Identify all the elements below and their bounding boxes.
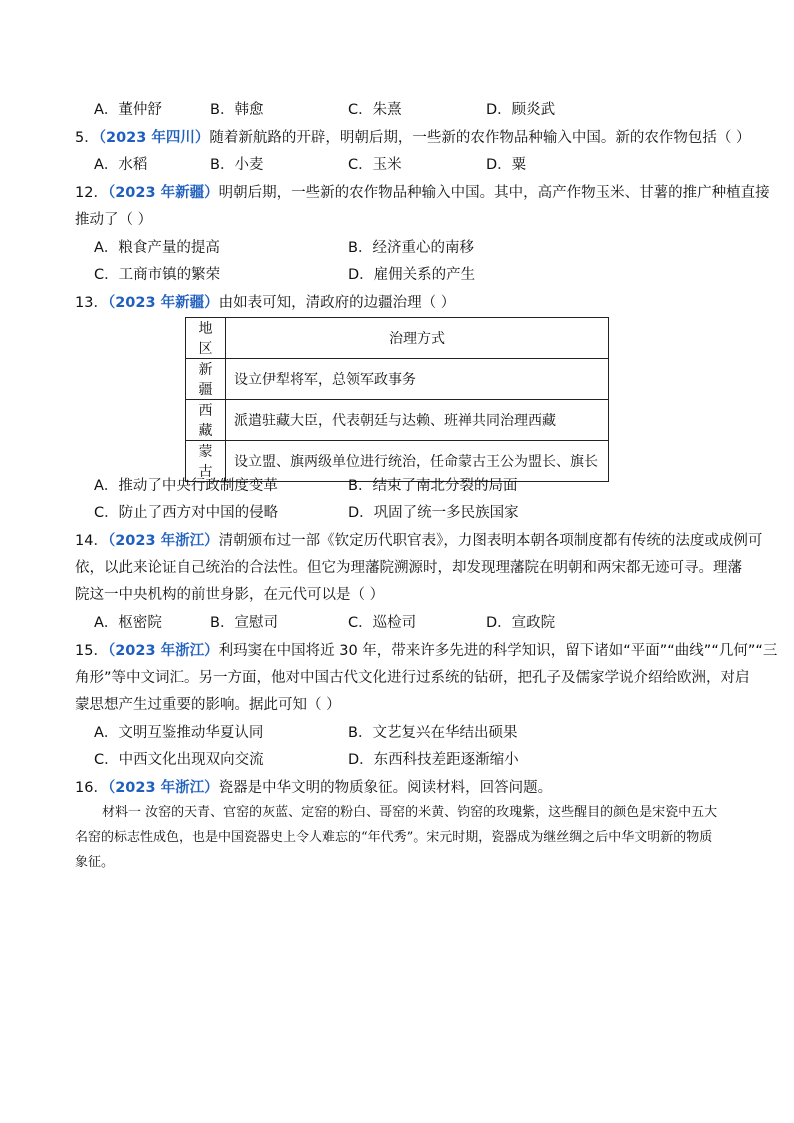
question-number: 16．: [75, 780, 108, 796]
question-number: 15．: [75, 643, 108, 659]
material-text: 材料一 汝窑的天青、官窑的灰蓝、定窑的粉白、哥窑的米黄、钧窑的玫瑰紫，这些醒目的颜色是宋瓷中五大名窑的标志性成色，也是中国瓷器史上令人难忘的“年代秀”。宋元时期，瓷器成为继丝绸之后中华文明新的物质象征。: [75, 805, 718, 870]
option-d: D．雇佣关系的产生: [348, 267, 476, 283]
option-b: B．宣慰司: [210, 615, 278, 631]
table-header: 地区: [186, 318, 226, 359]
question-13: [75, 293, 455, 313]
table-cell: 新疆: [186, 359, 226, 400]
question-number: 5．: [75, 130, 99, 146]
question-14: [75, 531, 762, 551]
governance-table: [185, 317, 609, 482]
question-source: （2023 年四川）: [98, 130, 210, 146]
question-source: （2023 年新疆）: [107, 185, 219, 201]
question-text-cont: 院这一中央机构的前世身影，在元代可以是（ ）: [75, 587, 385, 603]
question-text-cont: 角形”等中文词汇。另一方面，他对中国古代文化进行过系统的钻研，把孔子及儒家学说介绍给欧洲，对启: [75, 670, 750, 686]
question-number: 13．: [75, 295, 108, 311]
option-d: D．东西科技差距逐渐缩小: [348, 752, 519, 768]
table-row: [186, 400, 609, 441]
option-d: D．宣政院: [486, 615, 556, 631]
question-source: （2023 年浙江）: [107, 643, 219, 659]
option-b: B．经济重心的南移: [348, 240, 474, 256]
table-header: 治理方式: [226, 318, 609, 359]
question-text: 清朝颁布过一部《钦定历代职官表》，力图表明本朝各项制度都有传统的法度或成例可: [218, 533, 763, 549]
option-a: A．粮食产量的提高: [94, 240, 220, 256]
table-row: [186, 359, 609, 400]
question-text: 随着新航路的开辟，明朝后期，一些新的农作物品种输入中国。新的农作物包括（ ）: [209, 130, 751, 146]
question-source: （2023 年浙江）: [107, 780, 219, 796]
option-d: D．巩固了统一多民族国家: [348, 505, 519, 521]
question-text: 利玛窦在中国将近 30 年，带来许多先进的科学知识，留下诸如“平面”“曲线”“几何”“三: [218, 643, 778, 659]
option-c: C．巡检司: [348, 615, 417, 631]
option-a: A．文明互鉴推动华夏认同: [94, 725, 264, 741]
option-c: C．工商市镇的繁荣: [94, 267, 221, 283]
question-15: [75, 641, 777, 661]
question-12: [75, 183, 770, 203]
option-c: C．中西文化出现双向交流: [94, 752, 264, 768]
question-number: 14．: [75, 533, 108, 549]
table-header-row: [186, 318, 609, 359]
table-cell: 蒙古: [186, 441, 226, 482]
option-a: A．枢密院: [94, 615, 162, 631]
question-text: 瓷器是中华文明的物质象征。阅读材料，回答问题。: [218, 780, 553, 796]
table-cell: 设立盟、旗两级单位进行统治，任命蒙古王公为盟长、旗长: [226, 441, 609, 482]
question-16: [75, 778, 552, 798]
question-text-cont: 依，以此来论证自己统治的合法性。但它为理藩院溯源时，却发现理藩院在明朝和两宋都无迹可寻。理藩: [75, 560, 742, 576]
option-c: C．玉米: [348, 157, 402, 173]
table-cell: 设立伊犁将军，总领军政事务: [226, 359, 609, 400]
question-source: （2023 年浙江）: [107, 533, 219, 549]
option-b: B．文艺复兴在华结出硕果: [348, 725, 518, 741]
question-text: 明朝后期，一些新的农作物品种输入中国。其中，高产作物玉米、甘薯的推广种植直接: [218, 185, 770, 201]
table-cell: 西藏: [186, 400, 226, 441]
option-a: A．董仲舒: [94, 102, 162, 118]
question-5: [75, 128, 751, 148]
question-text-cont: 推动了（ ）: [75, 212, 153, 228]
option-b: B．结束了南北分裂的局面: [348, 478, 518, 494]
option-d: D．粟: [486, 157, 527, 173]
option-c: C．防止了西方对中国的侵略: [94, 505, 279, 521]
table-cell: 派遣驻藏大臣，代表朝廷与达赖、班禅共同治理西藏: [226, 400, 609, 441]
question-text-cont: 蒙思想产生过重要的影响。据此可知（ ）: [75, 697, 341, 713]
question-source: （2023 年新疆）: [107, 295, 219, 311]
option-b: B．小麦: [210, 157, 264, 173]
question-number: 12．: [75, 185, 108, 201]
option-c: C．朱熹: [348, 102, 402, 118]
option-a: A．水稻: [94, 157, 148, 173]
option-d: D．顾炎武: [486, 102, 556, 118]
question-text: 由如表可知，清政府的边疆治理（ ）: [218, 295, 456, 311]
option-a: A．推动了中央行政制度变革: [94, 478, 278, 494]
option-b: B．韩愈: [210, 102, 264, 118]
